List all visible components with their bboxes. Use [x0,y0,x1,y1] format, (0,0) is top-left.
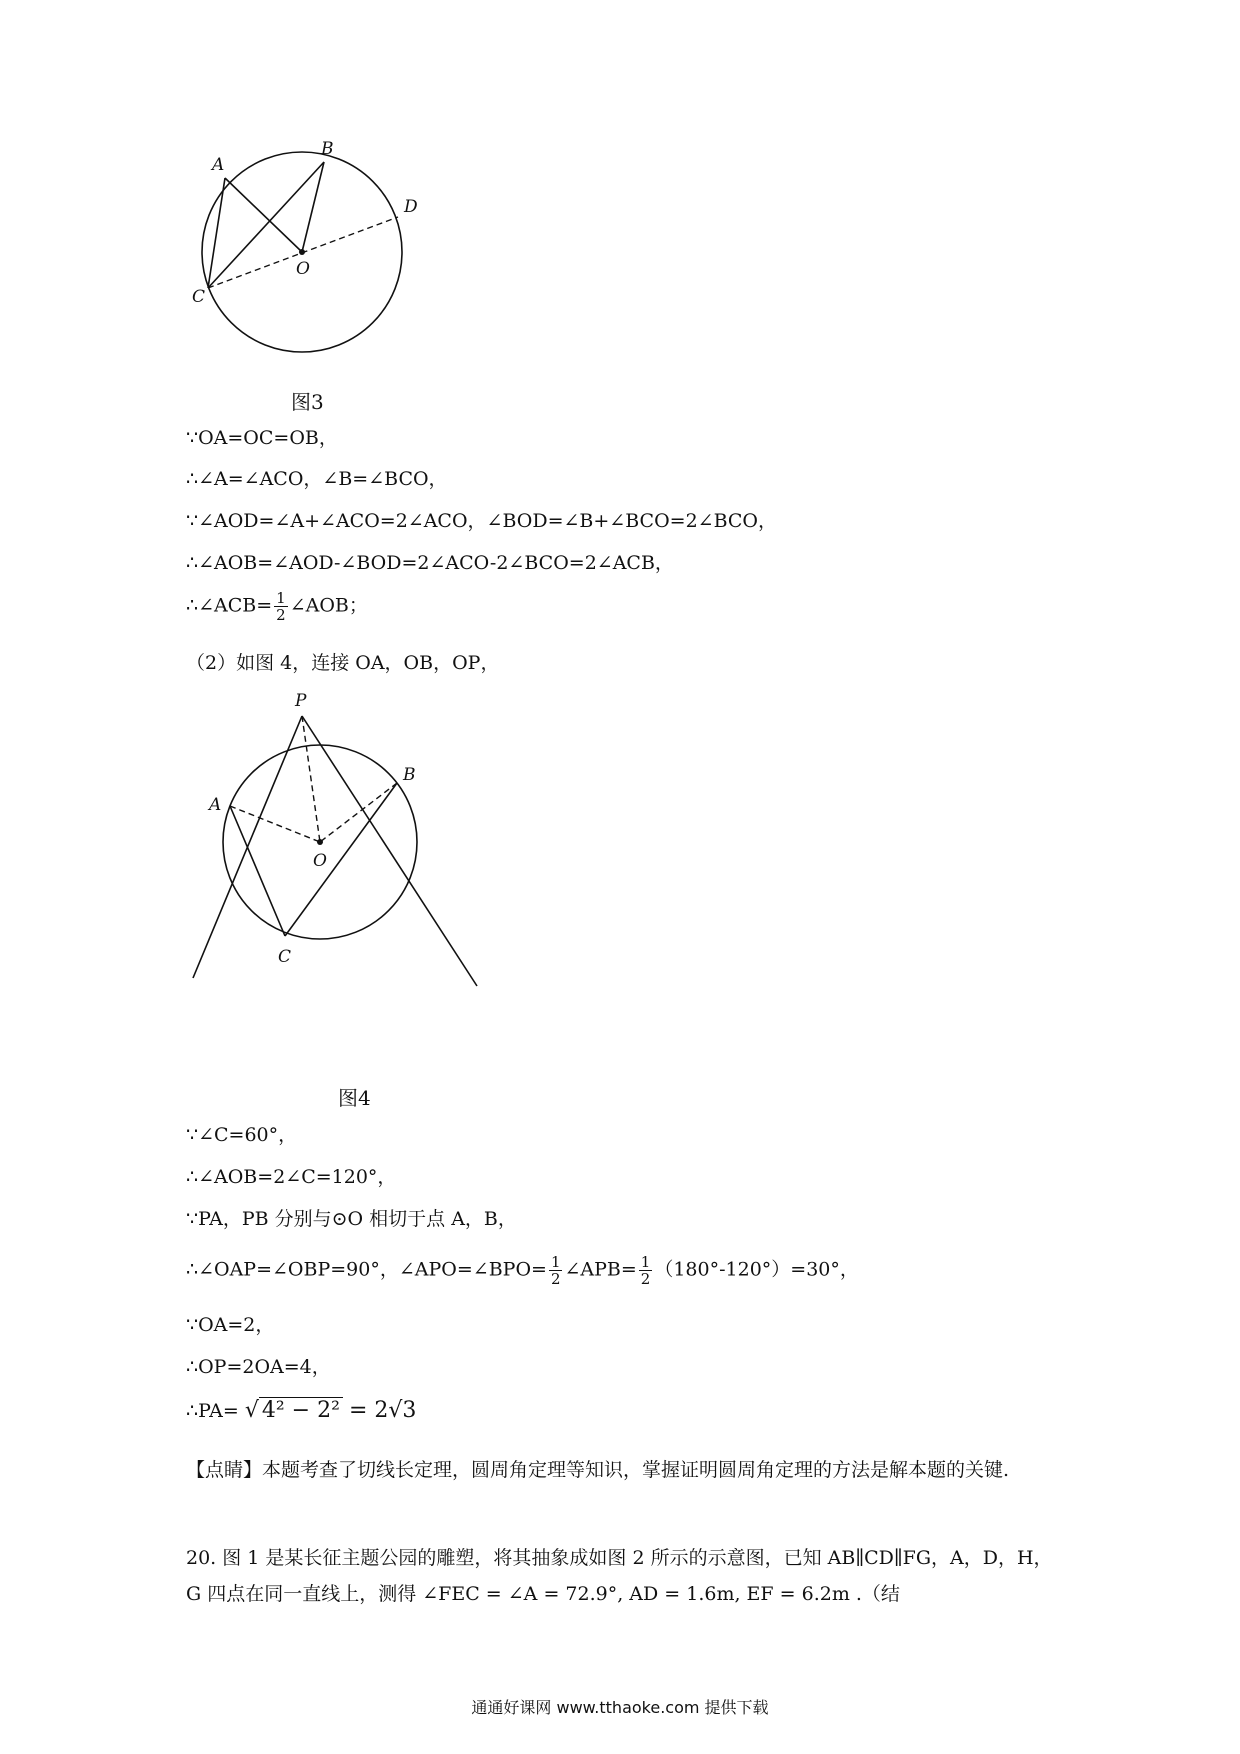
proof1-line-2: ∴∠A=∠ACO，∠B=∠BCO， [186,468,448,490]
figure-3-diagram [180,140,430,370]
part2-intro: （2）如图 4，连接 OA，OB，OP， [186,652,500,674]
label-b: B [403,765,416,785]
fraction-numerator: 1 [640,1253,651,1271]
label-o: O [313,851,327,871]
proof1-last-suffix: ∠AOB； [289,594,368,617]
segment-ob-dashed [320,783,397,842]
question-20: 20. 图 1 是某长征主题公园的雕塑，将其抽象成如图 2 所示的示意图，已知 AB∥CD∥FG，A，D，H，G 四点在同一直线上，测得 ∠FEC = ∠A = 72.9°, AD = 1.6m, EF = 6.2m .（结 [186,1547,1053,1605]
label-b: B [321,140,334,159]
proof1-line-5 [186,590,368,623]
proof2-line-4 [186,1254,859,1287]
fraction-denominator: 2 [640,1270,651,1288]
tangent-pb [302,716,477,986]
proof2-line-1: ∵∠C=60°， [186,1124,298,1146]
angles-mid: ∠APB= [564,1258,637,1281]
segment-op-dashed [302,716,320,842]
fraction-denominator: 2 [550,1270,561,1288]
fraction-half-2 [639,1254,653,1287]
segment-ao [225,178,302,252]
radicand: 4² − 2² [259,1397,343,1423]
proof2-line-6: ∴OP=2OA=4， [186,1356,331,1378]
fraction-numerator: 1 [550,1253,561,1271]
proof1-last-prefix: ∴∠ACB= [186,594,273,617]
proof2-line-3: ∵PA，PB 分别与⊙O 相切于点 A，B， [186,1208,517,1230]
figure-4-caption: 图4 [338,1086,371,1110]
fraction-half [274,590,288,623]
proof2-line-2: ∴∠AOB=2∠C=120°， [186,1166,397,1188]
fraction-numerator: 1 [276,589,286,607]
proof1-line-4: ∴∠AOB=∠AOD-∠BOD=2∠ACO-2∠BCO=2∠ACB， [186,552,674,574]
center-point [317,839,323,845]
label-a: A [209,795,222,815]
figure-3-caption: 图3 [291,390,324,414]
label-c: C [192,287,206,307]
pa-result: = 2√3 [348,1398,417,1423]
fraction-half-1 [549,1254,563,1287]
proof2-line-7 [186,1398,416,1424]
proof1-line-3: ∵∠AOD=∠A+∠ACO=2∠ACO，∠BOD=∠B+∠BCO=2∠BCO， [186,510,778,532]
proof1-line-1: ∵OA=OC=OB， [186,427,338,449]
segment-bo [302,162,324,252]
label-p: P [295,691,307,711]
figure-4-diagram [185,688,485,1048]
sqrt-expression: √ 4² − 2² [245,1398,343,1424]
proof2-line-5: ∵OA=2， [186,1314,275,1336]
angles-suffix: （180°-120°）=30°， [654,1258,859,1281]
page-footer: 通通好课网 www.tthaoke.com 提供下载 [471,1698,769,1717]
label-o: O [296,259,310,279]
center-point [299,249,305,255]
comment-paragraph: 【点睛】本题考查了切线长定理，圆周角定理等知识，掌握证明圆周角定理的方法是解本题的关键. [186,1459,1010,1481]
label-a: A [212,155,225,175]
label-d: D [404,197,418,217]
pa-prefix: ∴PA= [186,1400,239,1422]
segment-bc [285,783,397,936]
angles-prefix: ∴∠OAP=∠OBP=90°，∠APO=∠BPO= [186,1258,547,1281]
fraction-denominator: 2 [276,606,286,624]
label-c: C [278,947,292,967]
